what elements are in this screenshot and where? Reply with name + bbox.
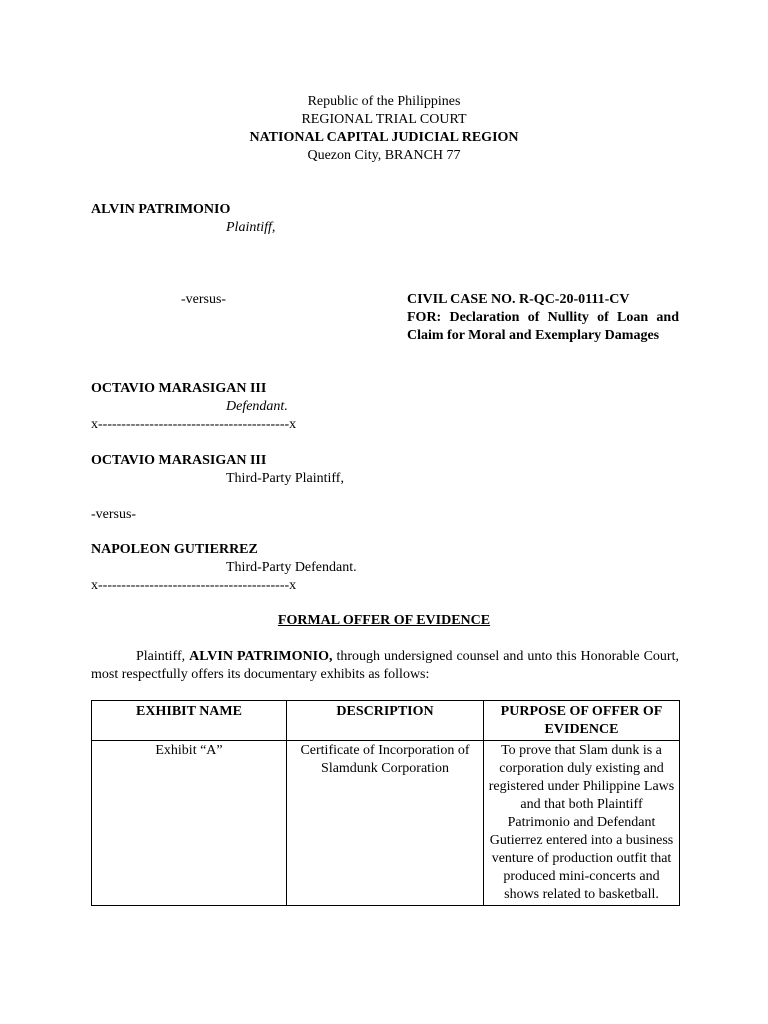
header-exhibit-name: EXHIBIT NAME	[92, 701, 287, 741]
case-subject-text1: Declaration of Nullity of Loan and	[441, 310, 679, 325]
cell-exhibit: Exhibit “A”	[92, 741, 287, 906]
third-party-plaintiff-role: Third-Party Plaintiff,	[226, 471, 344, 486]
third-party-defendant-role: Third-Party Defendant.	[226, 560, 357, 575]
versus-label-2: -versus-	[91, 507, 137, 522]
caption-separator: x-----------------------------------------x	[91, 417, 297, 432]
plaintiff-name: ALVIN PATRIMONIO	[91, 202, 231, 217]
third-party-defendant-name: NAPOLEON GUTIERREZ	[91, 542, 258, 557]
intro-pre: Plaintiff,	[136, 649, 190, 664]
header-description: DESCRIPTION	[287, 701, 484, 741]
case-subject-line1	[407, 309, 679, 327]
table-row	[92, 741, 680, 906]
intro-plaintiff-name: ALVIN PATRIMONIO,	[189, 649, 333, 664]
caption-separator-2: x-----------------------------------------x	[91, 578, 297, 593]
court-country: Republic of the Philippines	[307, 94, 461, 109]
third-party-plaintiff-name: OCTAVIO MARASIGAN III	[91, 453, 267, 468]
versus-label: -versus-	[181, 292, 227, 307]
cell-purpose: To prove that Slam dunk is a corporation duly existing and registered under Philippine Laws and that both Plaintiff Patrimonio and Defendant Gutierrez entered into a business venture of production outfit that produced mini-concerts and shows related to basketball.	[484, 741, 680, 906]
table-header-row	[92, 701, 680, 741]
evidence-table	[91, 700, 680, 906]
intro-post: through undersigned counsel and unto this Honorable Court, most respectfully offers its documentary exhibits as follows:	[91, 649, 679, 682]
court-name: REGIONAL TRIAL COURT	[301, 112, 467, 127]
case-for-label: FOR:	[407, 310, 442, 325]
court-branch: Quezon City, BRANCH 77	[307, 148, 461, 163]
intro-paragraph	[91, 648, 679, 684]
header-purpose: PURPOSE OF OFFER OF EVIDENCE	[484, 701, 680, 741]
case-number: CIVIL CASE NO. R-QC-20-0111-CV	[407, 292, 630, 307]
document-title: FORMAL OFFER OF EVIDENCE	[277, 613, 491, 628]
plaintiff-role: Plaintiff,	[226, 220, 276, 235]
cell-description: Certificate of Incorporation of Slamdunk Corporation	[287, 741, 484, 906]
court-region: NATIONAL CAPITAL JUDICIAL REGION	[249, 130, 519, 145]
defendant-role: Defendant.	[226, 399, 288, 414]
case-subject-line2: Claim for Moral and Exemplary Damages	[407, 328, 660, 343]
defendant-name: OCTAVIO MARASIGAN III	[91, 381, 267, 396]
